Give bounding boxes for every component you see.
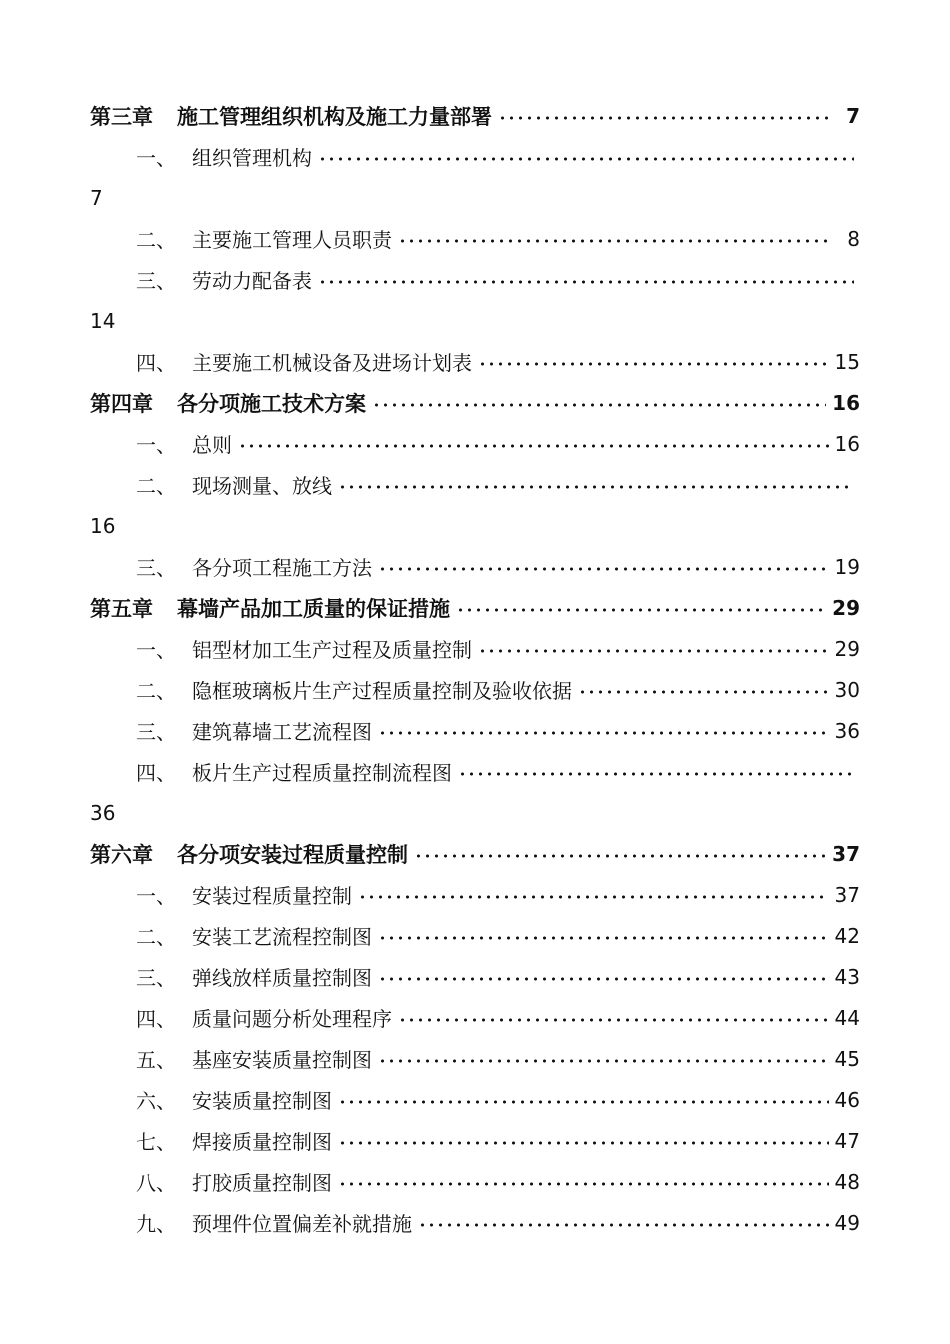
toc-section-entry[interactable] [90, 628, 860, 669]
toc-entry-number: 一、 [136, 146, 176, 170]
toc-page-number: 47 [834, 1128, 860, 1153]
toc-dot-leader [414, 853, 826, 859]
toc-dot-leader [318, 156, 854, 162]
toc-section-entry[interactable] [90, 259, 860, 300]
toc-entry-title: 打胶质量控制图 [192, 1171, 332, 1195]
toc-section-entry[interactable] [90, 1079, 860, 1120]
toc-page-number: 46 [834, 1087, 860, 1112]
toc-dot-leader [578, 689, 829, 695]
toc-entry-title: 弹线放样质量控制图 [192, 966, 372, 990]
toc-section-entry[interactable] [90, 669, 860, 710]
toc-entry-title: 施工管理组织机构及施工力量部署 [177, 103, 492, 129]
toc-dot-leader [338, 1099, 829, 1105]
toc-page-number: 14 [90, 308, 116, 333]
toc-entry-title: 各分项工程施工方法 [192, 556, 372, 580]
toc-entry-title: 安装过程质量控制 [192, 884, 352, 908]
toc-section-entry[interactable] [90, 956, 860, 997]
toc-entry-title: 安装质量控制图 [192, 1089, 332, 1113]
toc-dot-leader [378, 566, 829, 572]
toc-entry-number: 三、 [136, 269, 176, 293]
toc-entry-number: 三、 [136, 556, 176, 580]
toc-dot-leader [338, 1140, 829, 1146]
toc-entry-title: 幕墙产品加工质量的保证措施 [177, 595, 450, 621]
toc-entry-number: 二、 [136, 474, 176, 498]
toc-entry-number: 第五章 [90, 595, 153, 621]
toc-section-entry[interactable] [90, 1161, 860, 1202]
toc-section-entry[interactable] [90, 1202, 860, 1243]
toc-page-number: 44 [834, 1005, 860, 1030]
toc-dot-leader [318, 279, 854, 285]
toc-page-number: 7 [90, 185, 103, 210]
toc-chapter-entry[interactable] [90, 95, 860, 136]
toc-section-entry[interactable] [90, 423, 860, 464]
toc-entry-title: 主要施工机械设备及进场计划表 [192, 351, 472, 375]
toc-entry-title: 铝型材加工生产过程及质量控制 [192, 638, 472, 662]
toc-dot-leader [338, 1181, 829, 1187]
toc-entry-number: 第三章 [90, 103, 153, 129]
toc-page-number: 37 [834, 882, 860, 907]
toc-page-number: 30 [834, 677, 860, 702]
toc-dot-leader [378, 730, 829, 736]
toc-page-number: 15 [834, 349, 860, 374]
toc-section-entry[interactable] [90, 218, 860, 259]
toc-entry-title: 劳动力配备表 [192, 269, 312, 293]
toc-chapter-entry[interactable] [90, 382, 860, 423]
toc-entry-number: 第六章 [90, 841, 153, 867]
toc-entry-number: 第四章 [90, 390, 153, 416]
toc-page-number: 16 [832, 390, 860, 415]
toc-entry-title: 预埋件位置偏差补就措施 [192, 1212, 412, 1236]
toc-dot-leader [498, 115, 832, 121]
toc-entry-number: 九、 [136, 1212, 176, 1236]
toc-section-entry[interactable] [90, 136, 860, 177]
toc-page-number: 36 [834, 718, 860, 743]
toc-entry-number: 三、 [136, 966, 176, 990]
toc-dot-leader [478, 361, 829, 367]
toc-page-number: 37 [832, 841, 860, 866]
toc-dot-leader [458, 771, 854, 777]
toc-dot-leader [378, 935, 829, 941]
toc-page-number: 36 [90, 800, 116, 825]
toc-entry-title: 各分项施工技术方案 [177, 390, 366, 416]
toc-section-entry[interactable] [90, 1120, 860, 1161]
toc-entry-title: 板片生产过程质量控制流程图 [192, 761, 452, 785]
toc-entry-title: 总则 [192, 433, 232, 457]
toc-entry-title: 建筑幕墙工艺流程图 [192, 720, 372, 744]
toc-section-entry[interactable] [90, 546, 860, 587]
toc-page-number: 42 [834, 923, 860, 948]
toc-section-entry[interactable] [90, 1038, 860, 1079]
toc-page-number: 49 [834, 1210, 860, 1235]
toc-entry-title: 安装工艺流程控制图 [192, 925, 372, 949]
toc-entry-number: 二、 [136, 228, 176, 252]
toc-entry-title: 焊接质量控制图 [192, 1130, 332, 1154]
toc-entry-number: 一、 [136, 433, 176, 457]
toc-dot-leader [358, 894, 829, 900]
toc-dot-leader [418, 1222, 829, 1228]
toc-page-number: 29 [832, 595, 860, 620]
toc-page-number: 16 [834, 431, 860, 456]
toc-page-number: 43 [834, 964, 860, 989]
toc-entry-title: 现场测量、放线 [192, 474, 332, 498]
toc-section-entry[interactable] [90, 751, 860, 792]
toc-entry-number: 四、 [136, 351, 176, 375]
toc-dot-leader [378, 976, 829, 982]
toc-page-number: 29 [834, 636, 860, 661]
toc-section-entry[interactable] [90, 341, 860, 382]
toc-entry-number: 四、 [136, 761, 176, 785]
toc-section-entry[interactable] [90, 710, 860, 751]
toc-entry-title: 隐框玻璃板片生产过程质量控制及验收依据 [192, 679, 572, 703]
toc-dot-leader [456, 607, 826, 613]
table-of-contents [90, 95, 860, 1243]
toc-section-entry[interactable] [90, 915, 860, 956]
toc-page-number: 7 [846, 103, 860, 128]
toc-section-entry[interactable] [90, 464, 860, 505]
toc-entry-title: 基座安装质量控制图 [192, 1048, 372, 1072]
toc-page-number: 8 [847, 226, 860, 251]
toc-entry-title: 质量问题分析处理程序 [192, 1007, 392, 1031]
toc-dot-leader [478, 648, 829, 654]
toc-page-number: 16 [90, 513, 116, 538]
toc-entry-number: 一、 [136, 638, 176, 662]
toc-entry-number: 一、 [136, 884, 176, 908]
toc-entry-number: 七、 [136, 1130, 176, 1154]
toc-entry-number: 四、 [136, 1007, 176, 1031]
toc-entry-number: 六、 [136, 1089, 176, 1113]
toc-entry-title: 组织管理机构 [192, 146, 312, 170]
toc-entry-number: 五、 [136, 1048, 176, 1072]
toc-entry-number: 二、 [136, 679, 176, 703]
toc-section-entry[interactable] [90, 997, 860, 1038]
toc-entry-number: 八、 [136, 1171, 176, 1195]
toc-section-entry[interactable] [90, 874, 860, 915]
toc-chapter-entry[interactable] [90, 587, 860, 628]
toc-dot-leader [398, 1017, 829, 1023]
toc-dot-leader [398, 238, 832, 244]
toc-page-number: 48 [834, 1169, 860, 1194]
toc-entry-number: 三、 [136, 720, 176, 744]
toc-entry-number: 二、 [136, 925, 176, 949]
toc-entry-title: 主要施工管理人员职责 [192, 228, 392, 252]
toc-page-number: 19 [834, 554, 860, 579]
toc-dot-leader [238, 443, 829, 449]
toc-dot-leader [372, 402, 826, 408]
toc-entry-title: 各分项安装过程质量控制 [177, 841, 408, 867]
toc-dot-leader [338, 484, 854, 490]
toc-page-number: 45 [834, 1046, 860, 1071]
toc-dot-leader [378, 1058, 829, 1064]
toc-chapter-entry[interactable] [90, 833, 860, 874]
